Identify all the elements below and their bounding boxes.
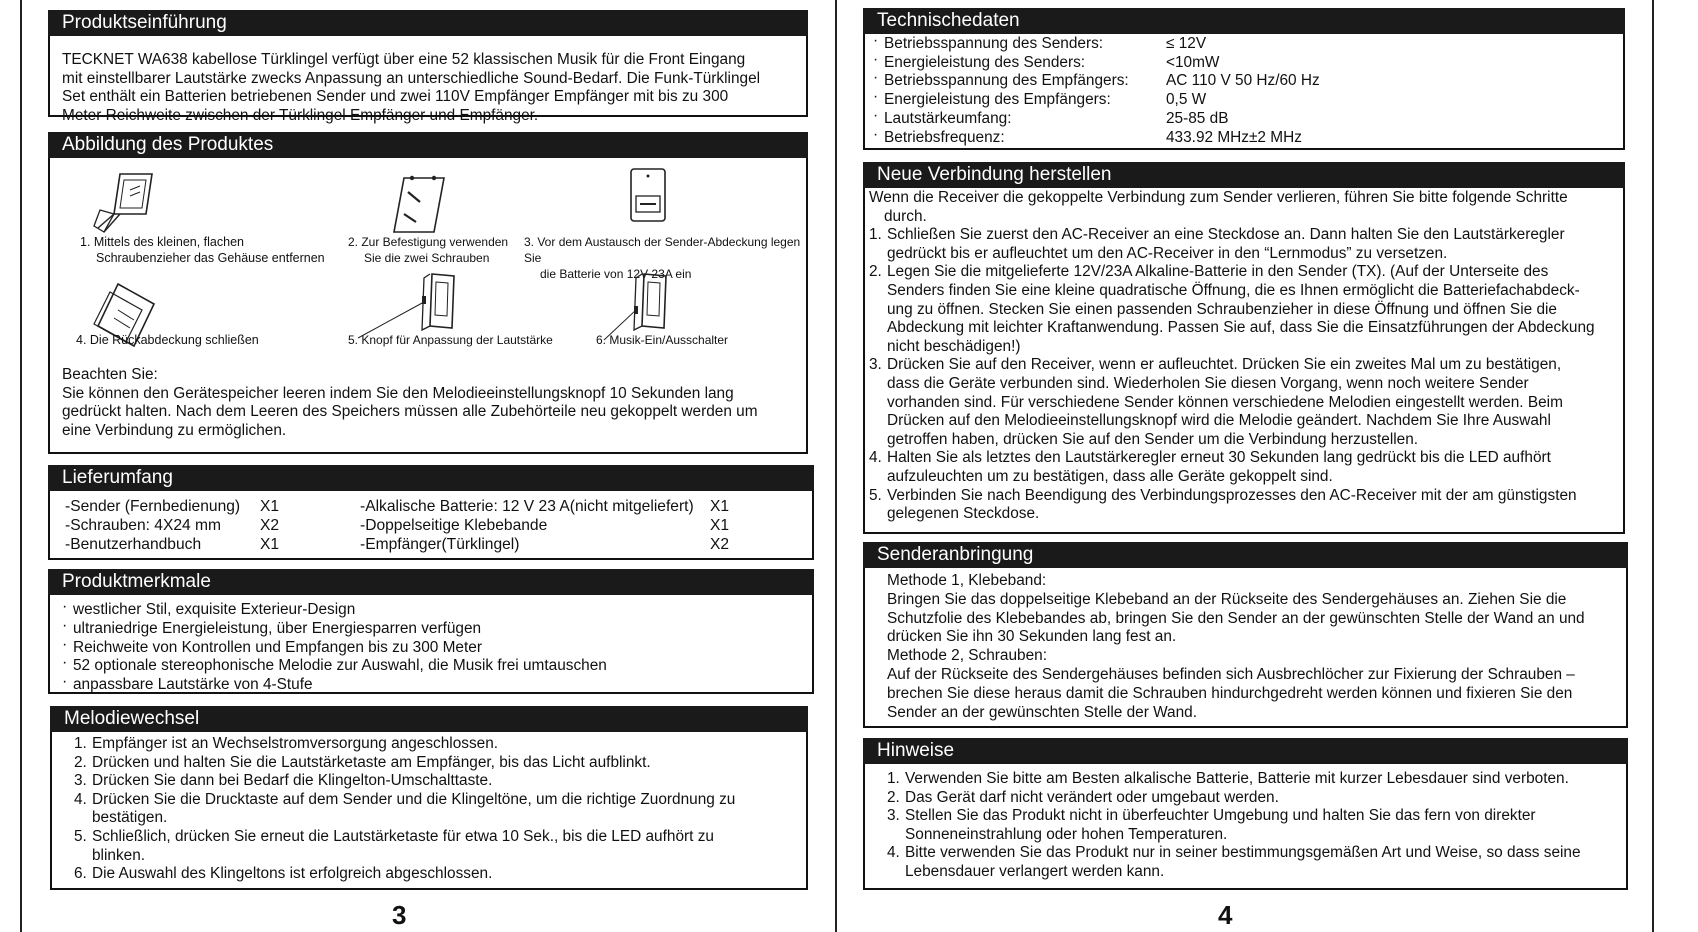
scope-item: -Benutzerhandbuch [65, 536, 202, 553]
figure-caption: 1. Mittels des kleinen, flachen [80, 235, 244, 249]
verbindung-section [863, 162, 1625, 534]
scope-item: -Empfänger(Türklingel) [360, 536, 520, 553]
intro-section [48, 10, 808, 124]
section-title: Lieferumfang [48, 465, 814, 491]
spec-value: 433.92 MHz±2 MHz [1166, 128, 1302, 146]
page-edge-right [1652, 0, 1654, 932]
feature-item: · ultraniedrige Energieleistung, über Energiesparren verfügen [62, 620, 800, 639]
intro-line: durch. [884, 207, 927, 225]
spec-label: · Betriebsfrequenz: [873, 129, 1166, 148]
page-number: 3 [392, 900, 407, 930]
feature-item: · 52 optionale stereophonische Melodie zur Auswahl, die Musik frei umtauschen [62, 657, 800, 676]
device-open-illustration [90, 170, 168, 240]
spec-label: · Betriebsspannung des Empfängers: [873, 72, 1166, 91]
figure-caption: die Batterie von 12V 23A ein [540, 267, 692, 281]
section-title: Hinweise [863, 738, 1628, 764]
scope-item: -Doppelseitige Klebebande [360, 517, 548, 534]
intro-line: Wenn die Receiver die gekoppelte Verbindung zum Sender verlieren, führen Sie bitte folgende Schritte [869, 189, 1568, 206]
step-item: 1. Schließen Sie zuerst den AC-Receiver an eine Steckdose an. Dann halten Sie den Lautstärkeregler gedrückt bis er aufleuchtet um den AC-Receiver in den “Lernmodus” zu versetzen. [869, 226, 1565, 262]
method-line: Methode 1, Klebeband: [887, 572, 1047, 589]
scope-item: -Alkalische Batterie: 12 V 23 A(nicht mitgeliefert) [360, 498, 694, 515]
hint-item: 1. Verwenden Sie bitte am Besten alkalische Batterie, Batterie mit kurzer Lebesdauer sind verboten. [887, 770, 1569, 787]
scope-qty: X1 [710, 498, 730, 515]
technik-section [863, 8, 1625, 150]
section-title: Technischedaten [863, 8, 1625, 34]
section-title: Neue Verbindung herstellen [863, 162, 1625, 188]
scope-qty: X1 [710, 517, 730, 534]
step-item: 5. Schließlich, drücken Sie erneut die Lautstärketaste für etwa 10 Sek., bis die LED aufhört zu blinken. [74, 827, 714, 864]
spec-value: AC 110 V 50 Hz/60 Hz [1166, 72, 1320, 90]
music-switch-illustration [582, 268, 692, 342]
step-item: 6. Die Auswahl des Klingeltons ist erfolgreich abgeschlossen. [74, 865, 493, 883]
intro-line: TECKNET WA638 kabellose Türklingel verfügt über eine 52 klassischen Musik für die Front Eingang [62, 51, 746, 68]
scope-qty: X2 [260, 517, 280, 534]
melodie-section [50, 706, 808, 890]
figure-caption: 3. Vor dem Austausch der Sender-Abdeckung legen Sie [524, 235, 801, 265]
scope-qty: X1 [260, 498, 280, 515]
section-title: Senderanbringung [863, 542, 1628, 568]
method-line: Bringen Sie das doppelseitige Klebeband an der Rückseite des Sendergehäuses an. Ziehen Sie die [887, 590, 1567, 608]
step-item: 3. Drücken Sie auf den Receiver, wenn er aufleuchtet. Drücken Sie ein zweites Mal um zu bestätigen, dass die Geräte verbunden sind. Wiederholen Sie diesen Vorgang, wenn noch weitere Sender vorhanden sind. Für verschiedene Sender können verschiedene Melodien eingestellt werden. Beim Drücken auf den Melodieeinstellungsknopf wird die Melodie geändert. Nachdem Sie Ihre Auswahl getroffen haben, drücken Sie auf den Sender um die Verbindung herzustellen. [869, 356, 1563, 448]
spec-value: <10mW [1166, 53, 1220, 71]
note-line: gedrückt halten. Nach dem Leeren des Speichers müssen alle Zubehörteile neu gekoppelt werden um [62, 403, 758, 421]
hint-item: 3. Stellen Sie das Produkt nicht in überfeuchter Umgebung und halten Sie das fern von direkter Sonneneinstrahlung oder hohen Temperaturen. [887, 807, 1536, 843]
spec-label: · Lautstärkeumfang: [873, 110, 1166, 129]
spec-label: · Energieleistung des Senders: [873, 54, 1166, 73]
step-item: 4. Drücken Sie die Drucktaste auf dem Sender und die Klingeltöne, um die richtige Zuordnung zu bestätigen. [74, 790, 736, 827]
volume-knob-illustration [350, 268, 470, 342]
step-item: 4. Halten Sie als letztes den Lautstärkeregler erneut 30 Sekunden lang gedrückt bis die LED aufhört aufzuleuchten um zu bestätigen, dass alle Geräte gekoppelt sind. [869, 449, 1551, 485]
spec-value: 25-85 dB [1166, 109, 1229, 127]
spec-value: 0,5 W [1166, 91, 1207, 109]
step-item: 5. Verbinden Sie nach Beendigung des Verbindungsprozesses den AC-Receiver mit der am günstigsten gelegenen Steckdose. [869, 486, 1577, 523]
step-item: 1. Empfänger ist an Wechselstromversorgung angeschlossen. [74, 735, 499, 752]
section-title: Produktmerkmale [48, 569, 814, 595]
figures-section [48, 132, 808, 454]
merkmale-section [48, 569, 814, 694]
feature-item: · Reichweite von Kontrollen und Empfangen bis zu 300 Meter [62, 639, 800, 658]
page-number: 4 [1218, 900, 1233, 930]
spec-label: · Energieleistung des Empfängers: [873, 91, 1166, 110]
figure-caption: 6. Musik-Ein/Ausschalter [596, 333, 729, 347]
scope-item: -Schrauben: 4X24 mm [65, 517, 222, 534]
page-edge-left [20, 0, 22, 932]
method-line: Schutzfolie des Klebebandes ab, bringen Sie den Sender an der gewünschten Stelle der Wand an und [887, 609, 1585, 627]
method-line: drücken Sie ihn 30 Sekunden lang fest an. [887, 628, 1177, 646]
intro-line: mit einstellbarer Lautstärke zwecks Anpassung an unterschiedliche Sound-Bedarf. Die Funk-Türklingel [62, 69, 761, 87]
note-line: eine Verbindung zu ermöglichen. [62, 421, 287, 439]
scope-qty: X1 [260, 536, 280, 553]
intro-line: Meter Reichweite zwischen der Türklingel Empfänger und Empfänger. [62, 106, 539, 124]
note-line: Sie können den Gerätespeicher leeren indem Sie den Melodieeinstellungsknopf 10 Sekunden lang [62, 384, 734, 402]
hint-item: 4. Bitte verwenden Sie das Produkt nur in seiner bestimmungsgemäßen Art und Weise, so dass seine Lebensdauer verlangert werden kann. [887, 844, 1581, 880]
method-line: brechen Sie diese heraus damit die Schrauben hindurchgedreht werden können und fixieren Sie den [887, 684, 1573, 702]
lieferumfang-section [48, 465, 814, 560]
figure-caption: 4. Die Rückabdeckung schließen [76, 333, 259, 347]
method-line: Auf der Rückseite des Sendergehäuses befinden sich Ausbrechlöcher zur Fixierung der Schrauben – [887, 665, 1575, 683]
spec-value: ≤ 12V [1166, 35, 1207, 52]
feature-item: · anpassbare Lautstärke von 4-Stufe [62, 676, 800, 695]
scope-item: -Sender (Fernbedienung) [65, 498, 241, 515]
figure-caption: 2. Zur Befestigung verwenden [348, 235, 509, 249]
step-item: 3. Drücken Sie dann bei Bedarf die Klingelton-Umschalttaste. [74, 772, 493, 790]
battery-illustration [628, 166, 668, 224]
method-line: Sender an der gewünschten Stelle der Wand. [887, 703, 1197, 721]
figure-caption: Sie die zwei Schrauben [364, 251, 490, 265]
screws-illustration [390, 174, 450, 236]
step-item: 2. Legen Sie die mitgelieferte 12V/23A Alkaline-Batterie in den Sender (TX). (Auf der Unterseite des Senders finden Sie eine kleine quadratische Öffnung, die es Ihnen ermöglicht die Batteriefachabdeck- ung zu öffnen. Stecken Sie einen passenden Schraubenzieher in diese Öffnung und öffnen Sie die Abdeckung mit leichter Kraftanwendung. Passen Sie auf, dass Sie die Einsatzführungen der Abdeckung nicht beschädigen!) [869, 263, 1595, 355]
method-line: Methode 2, Schrauben: [887, 647, 1048, 665]
figure-caption: Schraubenzieher das Gehäuse entfernen [96, 251, 325, 265]
page-divider [835, 0, 837, 932]
figure-caption: 5. Knopf für Anpassung der Lautstärke [348, 333, 553, 347]
step-item: 2. Drücken und halten Sie die Lautstärketaste am Empfänger, bis das Licht aufblinkt. [74, 753, 651, 771]
section-title: Melodiewechsel [50, 706, 808, 732]
scope-qty: X2 [710, 536, 730, 553]
feature-item: · westlicher Stil, exquisite Exterieur-Design [62, 601, 800, 620]
intro-line: Set enthält ein Batterien betriebenen Sender und zwei 110V Empfänger Empfänger mit bis zu 300 [62, 88, 729, 106]
hinweise-section [863, 738, 1628, 890]
spec-label: · Betriebsspannung des Senders: [873, 35, 1166, 54]
section-title: Abbildung des Produktes [48, 132, 808, 158]
section-title: Produktseinführung [48, 10, 808, 36]
hint-item: 2. Das Gerät darf nicht verändert oder umgebaut werden. [887, 788, 1279, 806]
anbringung-section [863, 542, 1628, 728]
note-title: Beachten Sie: [62, 366, 158, 383]
